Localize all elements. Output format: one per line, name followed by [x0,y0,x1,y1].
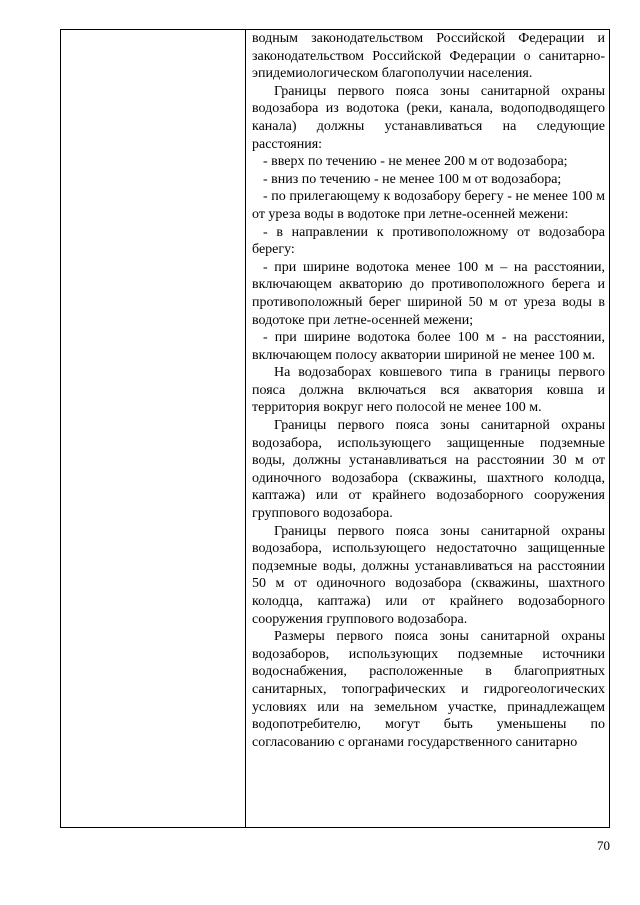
list-item-downstream: - вниз по течению - не менее 100 м от водозабора; [263,171,562,187]
table-right-column [246,30,609,827]
paragraph-belt-size-reduction: Размеры первого пояса зоны санитарной охраны водозаборов, использующих подземные источники водоснабжения, расположенные в благоприятных санитарных, топографических и гидрогеологических условиях или на земельном участке, принадлежащем водопотребителю, могут быть уменьшены по согласованию с органами государственного санитарно [252,629,605,750]
document-table [60,29,610,828]
page-number: 70 [597,838,610,853]
table-left-column [61,30,246,827]
list-item-width-less-100: - при ширине водотока менее 100 м – на расстоянии, включающем акваторию до противоположного берега и противоположный берег шириной 50 м от уреза воды в водотоке при летне-осенней межени; [252,259,605,328]
paragraph-first-belt-watercourse: Границы первого пояса зоны санитарной охраны водозабора из водотока (реки, канала, водоподводящего канала) должны устанавливаться на следующие расстояния: [252,83,605,152]
paragraph-bucket-intake: На водозаборах ковшевого типа в границы первого пояса должна включаться вся акватория ковша и территория вокруг него полосой не менее 100 м. [252,365,605,416]
list-item-upstream: - вверх по течению - не менее 200 м от водозабора; [263,154,568,170]
paragraph-unprotected-groundwater: Границы первого пояса зоны санитарной охраны водозабора, использующего недостаточно защищенные подземные воды, должны устанавливаться на расстоянии 50 м от одиночного водозабора (скважины, шахтного колодца, каптажа) или от крайнего водозаборного сооружения группового водозабора. [252,523,605,627]
paragraph-continuation: водным законодательством Российской Федерации и законодательством Российской Федерации о санитарно-эпидемиологическом благополучии населения. [252,31,605,82]
list-item-width-more-100: - при ширине водотока более 100 м - на расстоянии, включающем полосу акватории шириной не менее 100 м. [252,330,605,363]
list-item-opposite-bank: - в направлении к противоположному от водозабора берегу: [252,224,605,258]
list-item-adjacent-bank: - по прилегающему к водозабору берегу - не менее 100 м от уреза воды в водотоке при летне-осенней межени: [252,189,605,222]
paragraph-protected-groundwater: Границы первого пояса зоны санитарной охраны водозабора, использующего защищенные подземные воды, должны устанавливаться на расстоянии 30 м от одиночного водозабора (скважины, шахтного колодца, каптажа) или от крайнего водозаборного сооружения группового водозабора. [252,418,605,522]
